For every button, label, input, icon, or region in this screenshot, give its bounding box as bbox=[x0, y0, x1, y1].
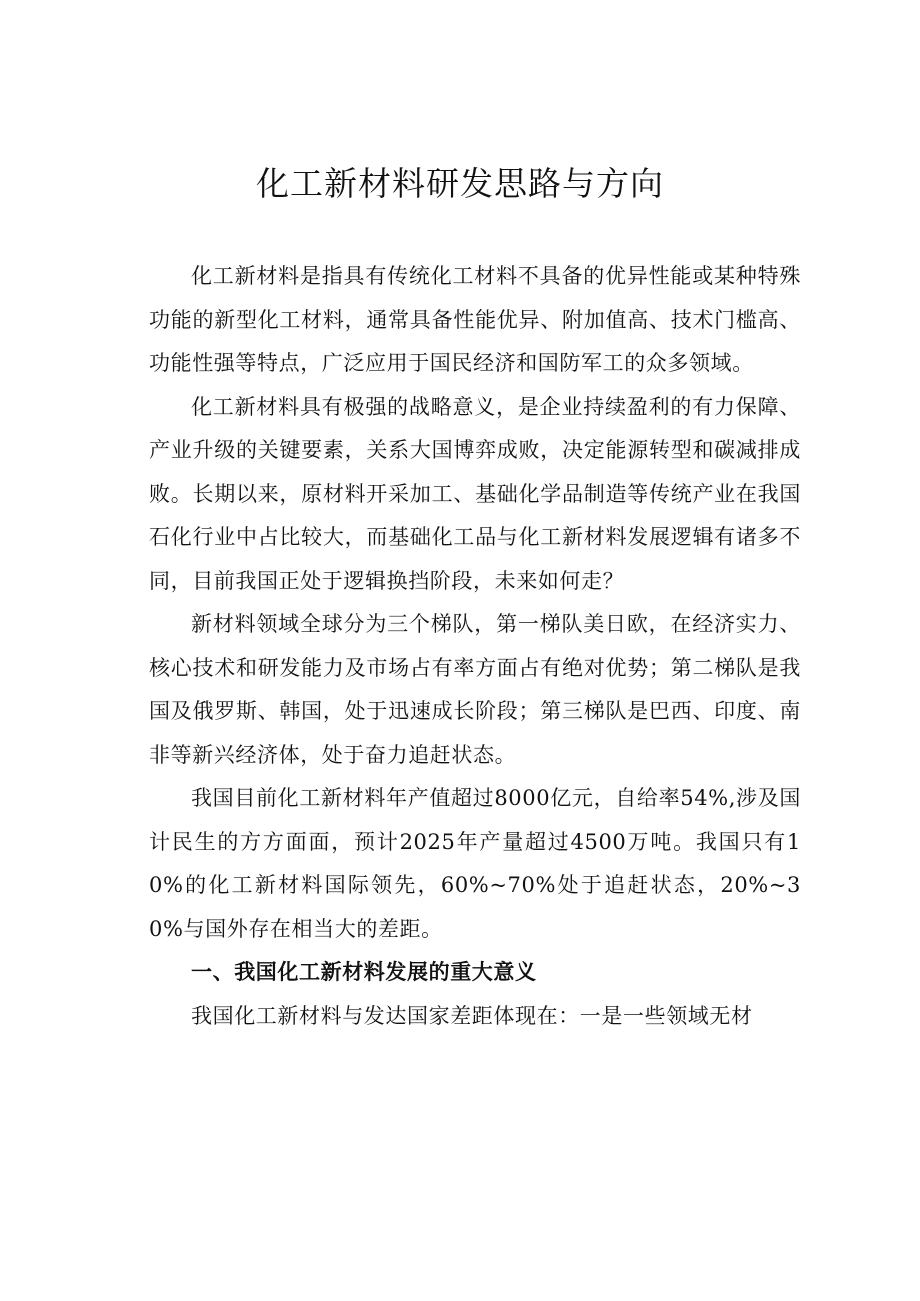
section-paragraph: 我国化工新材料与发达国家差距体现在：一是一些领域无材 bbox=[191, 1003, 753, 1028]
paragraph-strategic-significance: 化工新材料具有极强的战略意义，是企业持续盈利的有力保障、产业升级的关键要素，关系大国博弈成败，决定能源转型和碳减排成败。长期以来，原材料开采加工、基础化学品制造等传统产业在我国石化行业中占比较大，而基础化工品与化工新材料发展逻辑有诸多不同，目前我国正处于逻辑换挡阶段，未来如何走？ bbox=[149, 394, 801, 593]
paragraph-global-tiers: 新材料领域全球分为三个梯队，第一梯队美日欧，在经济实力、核心技术和研发能力及市场占有率方面占有绝对优势；第二梯队是我国及俄罗斯、韩国，处于迅速成长阶段；第三梯队是巴西、印度、南非等新兴经济体，处于奋力追赶状态。 bbox=[149, 612, 801, 767]
document-body bbox=[149, 255, 801, 1038]
section-heading: 一、我国化工新材料发展的重大意义 bbox=[191, 960, 537, 984]
paragraph-definition: 化工新材料是指具有传统化工材料不具备的优异性能或某种特殊功能的新型化工材料，通常具备性能优异、附加值高、技术门槛高、功能性强等特点，广泛应用于国民经济和国防军工的众多领域。 bbox=[149, 264, 801, 375]
document-title: 化工新材料研发思路与方向 bbox=[256, 164, 664, 203]
paragraph-domestic-status: 我国目前化工新材料年产值超过8000亿元，自给率54%,涉及国计民生的方方面面，预计2025年产量超过4500万吨。我国只有10%的化工新材料国际领先，60%~70%处于追赶状态，20%~30%与国外存在相当大的差距。 bbox=[149, 786, 801, 941]
